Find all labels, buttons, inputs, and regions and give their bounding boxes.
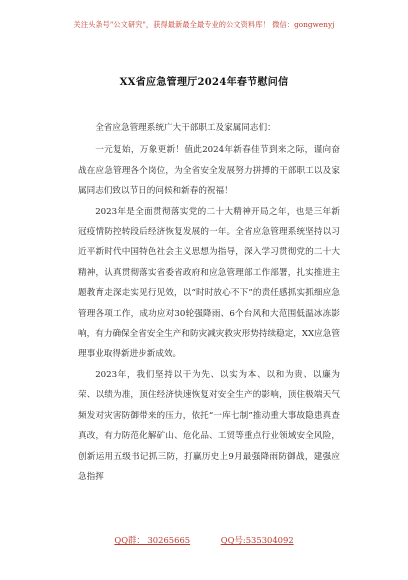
footer: [0, 534, 408, 546]
paragraph: 2023年，我们坚持以干为先、以实为本、以和为贵、以廉为荣、以绩为准，顶住经济快速恢复对安全生产的影响，顶住极端天气频发对灾害防御带来的压力，依托“一库七制”推动重大事故隐患真查真改，有力防范化解矿山、危化品、工贸等重点行业领域安全风险，创新运用五级书记抓三防，打赢历史上9月最强降雨防御战，建强应急指挥: [78, 369, 340, 482]
document-body: [78, 118, 340, 487]
document-title: XX省应急管理厅2024年春节慰问信: [119, 77, 289, 88]
footer-qq-number[interactable]: QQ号:535304092: [220, 535, 294, 545]
header-banner: 关注头条号"公文研究"，获得最新最全最专业的公文资料库！ 微信：gongwenyj: [73, 20, 335, 29]
footer-qq-group[interactable]: QQ群： 30265665: [114, 535, 191, 545]
paragraph: 2023年是全面贯彻落实党的二十大精神开局之年，也是三年新冠疫情防控转段后经济恢复发展的一年。全省应急管理系统坚持以习近平新时代中国特色社会主义思想为指导，深入学习贯彻党的二十大精神，认真贯彻落实省委省政府和应急管理部工作部署，扎实推进主题教育走深走实见行见效，以“时时放心不下”的责任感抓实抓细应急管理各项工作，成功应对30轮强降雨、6个台风和大范围低温冰冻影响，有力确保全省安全生产和防灾减灾救灾形势持续稳定，XX应急管理事业取得新进步新成效。: [78, 206, 340, 360]
salutation: 全省应急管理系统广大干部职工及家属同志们：: [95, 123, 276, 133]
paragraph: 一元复始，万象更新！值此2024年新春佳节到来之际，谨向奋战在应急管理各个岗位，为全省安全发展努力拼搏的干部职工以及家属同志们致以节日的问候和新春的祝福！: [78, 145, 340, 197]
